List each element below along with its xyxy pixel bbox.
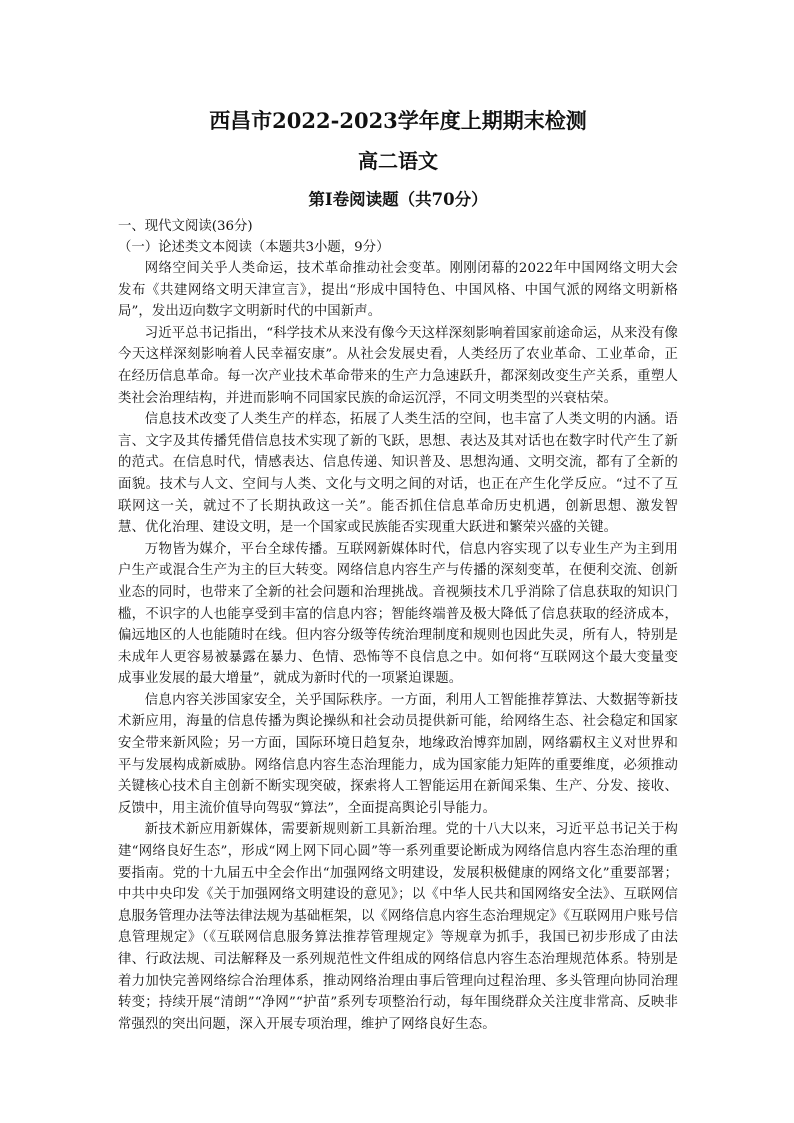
paragraph-2: 习近平总书记指出，“科学技术从来没有像今天这样深刻影响着国家前途命运，从来没有像今天这样深刻影响着人民幸福安康”。从社会发展史看，人类经历了农业革命、工业革命，正在经历信息革命。每一次产业技术革命带来的生产力急速跃升，都深刻改变生产关系，重塑人类社会治理结构，并进而影响不同国家民族的命运沉浮，不同文明类型的兴衰枯荣。 [118,325,678,406]
paragraph-1: 网络空间关乎人类命运，技术革命推动社会变革。刚刚闭幕的2022年中国网络文明大会发布《共建网络文明天津宣言》，提出“形成中国特色、中国风格、中国气派的网络文明新格局”，发出迈向数字文明新时代的中国新声。 [118,261,678,320]
subsection-heading: （一）论述类文本阅读（本题共3小题，9分） [118,240,390,255]
paragraph-6: 新技术新应用新媒体，需要新规则新工具新治理。党的十八大以来，习近平总书记关于构建“网络良好生态”，形成“网上网下同心圆”等一系列重要论断成为网络信息内容生态治理的重要指南。党的十九届五中全会作出“加强网络文明建设，发展积极健康的网络文化”重要部署；中共中央印发《关于加强网络文明建设的意见》；以《中华人民共和国网络安全法》、互联网信息服务管理办法等法律法规为基础框架，以《网络信息内容生态治理规定》《互联网用户账号信息管理规定》（《互联网信息服务算法推荐管理规定》等规章为抓手，我国已初步形成了由法律、行政法规、司法解释及一系列规范性文件组成的网络信息内容生态治理规范体系。特别是着力加快完善网络综合治理体系，推动网络治理由事后管理向过程治理、多头管理向协同治理转变；持续开展“清朗”“净网”“护苗”系列专项整治行动，每年围绕群众关注度非常高、反映非常强烈的突出问题，深入开展专项治理，维护了网络良好生态。 [118,822,678,1032]
section-heading: 一、现代文阅读(36分) [118,219,253,234]
paragraph-4: 万物皆为媒介，平台全球传播。互联网新媒体时代，信息内容实现了以专业生产为主到用户生产或混合生产为主的巨大转变。网络信息内容生产与传播的深刻变革，在便利交流、创新业态的同时，也带来了全新的社会问题和治理挑战。音视频技术几乎消除了信息获取的知识门槛，不识字的人也能享受到丰富的信息内容；智能终端普及极大降低了信息获取的经济成本，偏远地区的人也能随时在线。但内容分级等传统治理制度和规则也因此失灵，所有人，特别是未成年人更容易被暴露在暴力、色情、恐怖等不良信息之中。如何将“互联网这个最大变量变成事业发展的最大增量”，就成为新时代的一项紧迫课题。 [118,541,678,687]
part-title: 第Ⅰ卷阅读题（共70分） [308,190,488,209]
exam-title: 西昌市2022-2023学年度上期期末检测 [209,108,587,133]
subject-title: 高二语文 [358,149,438,173]
paragraph-3: 信息技术改变了人类生产的样态，拓展了人类生活的空间，也丰富了人类文明的内涵。语言、文字及其传播凭借信息技术实现了新的飞跃，思想、表达及其对话也在数字时代产生了新的范式。在信息时代，情感表达、信息传递、知识普及、思想沟通、文明交流，都有了全新的面貌。技术与人文、空间与人类、文化与文明之间的对话，也正在产生化学反应。“过不了互联网这一关，就过不了长期执政这一关”。能否抓住信息革命历史机遇，创新思想、激发智慧、优化治理、建设文明，是一个国家或民族能否实现重大跃进和繁荣兴盛的关键。 [118,412,678,536]
paragraph-5: 信息内容关涉国家安全，关乎国际秩序。一方面，利用人工智能推荐算法、大数据等新技术新应用，海量的信息传播为舆论操纵和社会动员提供新可能，给网络生态、社会稳定和国家安全带来新风险；另一方面，国际环境日趋复杂，地缘政治博弈加剧，网络霸权主义对世界和平与发展构成新威胁。网络信息内容生态治理能力，成为国家能力矩阵的重要维度，必须推动关键核心技术自主创新不断实现突破，探索将人工智能运用在新闻采集、生产、分发、接收、反馈中，用主流价值导向驾驭“算法”，全面提高舆论引导能力。 [118,692,678,816]
